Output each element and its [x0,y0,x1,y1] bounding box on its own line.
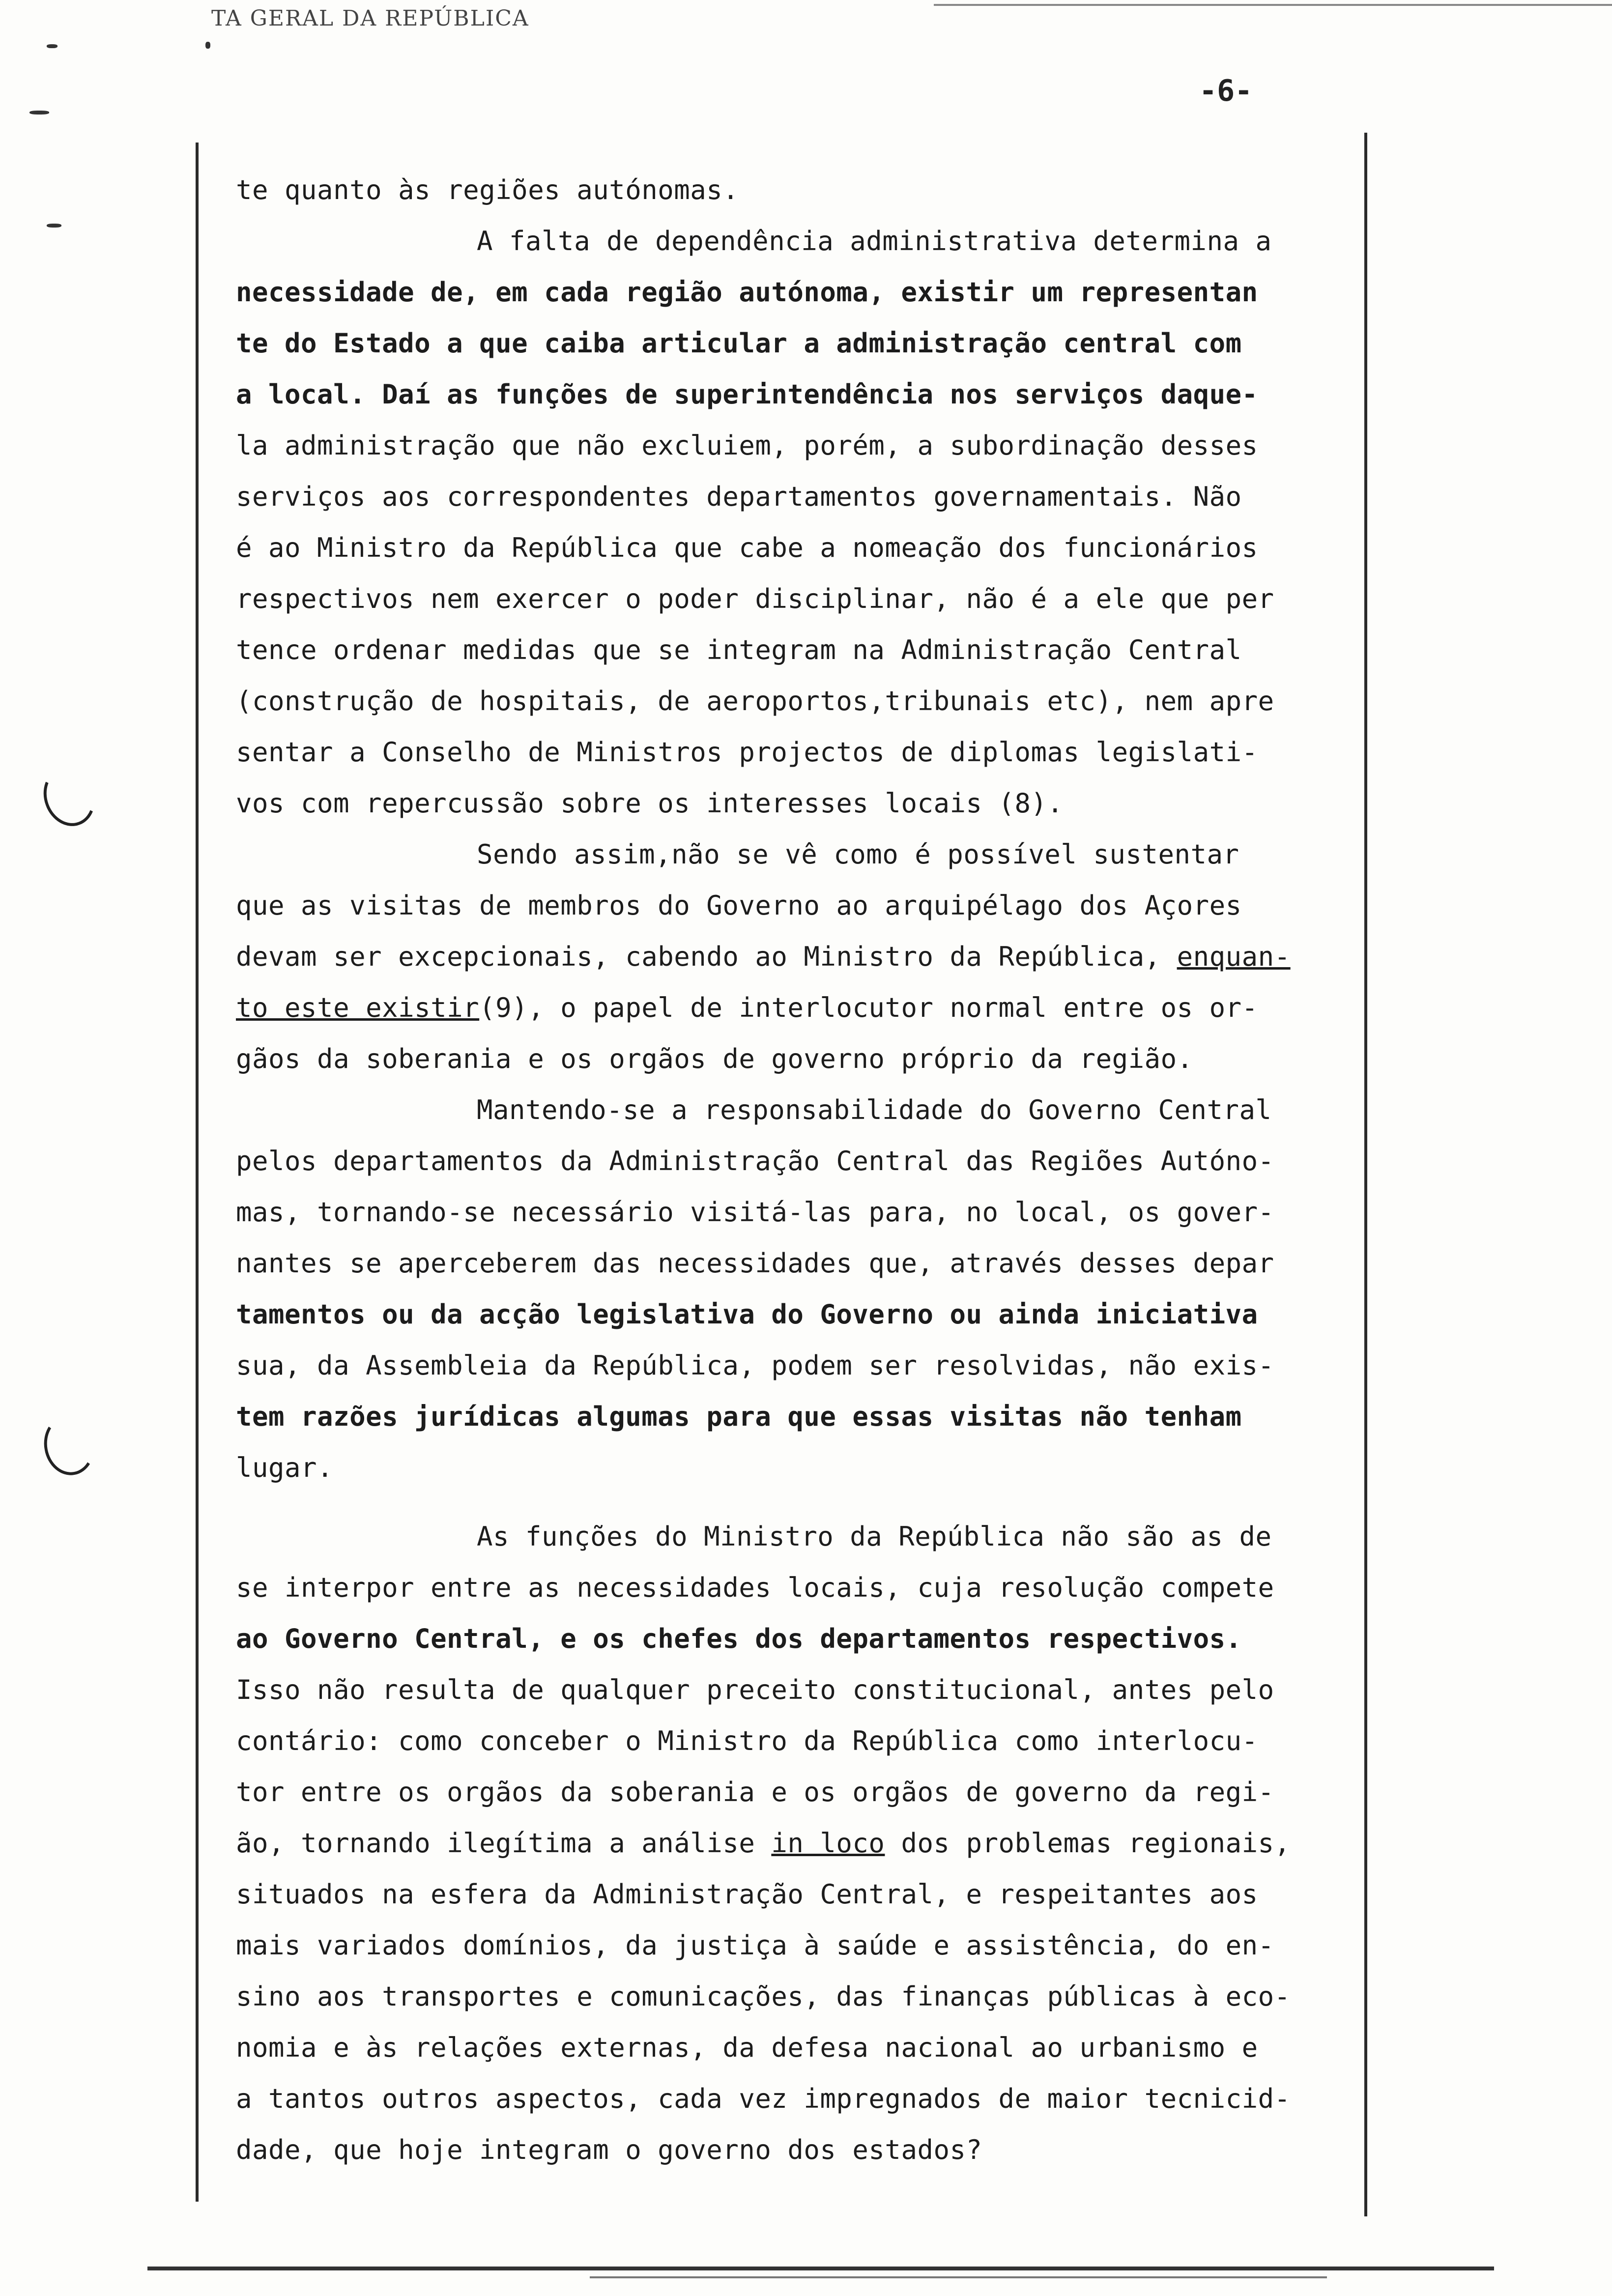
text-line: sua, da Assembleia da República, podem ser resolvidas, não exis- [236,1350,1274,1381]
text-run: devam ser excepcionais, cabendo ao Ministro da República, [236,941,1177,972]
text-line: sino aos transportes e comunicações, das finanças públicas à eco- [236,1981,1291,2012]
text-line: que as visitas de membros do Governo ao arquipélago dos Açores [236,890,1242,921]
text-line: vos com repercussão sobre os interesses locais (8). [236,788,1064,819]
header-rule [934,4,1612,6]
left-margin-line [196,143,199,2202]
text-line: (construção de hospitais, de aeroportos,tribunais etc), nem apre [236,686,1274,717]
text-line: dade, que hoje integram o governo dos estados? [236,2134,982,2165]
text-line: tem razões jurídicas algumas para que essas visitas não tenham [236,1401,1242,1432]
bottom-rule [147,2267,1494,2270]
scan-speck [47,224,61,228]
text-line: As funções do Ministro da República não são as de [477,1521,1272,1552]
bottom-rule-secondary [590,2276,1327,2278]
text-line: a tantos outros aspectos, cada vez impregnados de maior tecnicid- [236,2083,1291,2114]
scan-arc-mark [39,1411,99,1479]
underlined-text: enquan- [1177,941,1291,972]
text-line: Sendo assim,não se vê como é possível sustentar [477,839,1239,870]
text-line: gãos da soberania e os orgãos de governo próprio da região. [236,1043,1193,1074]
archive-stamp: TA GERAL DA REPÚBLICA [211,6,529,31]
text-line: necessidade de, em cada região autónoma, existir um representan [236,277,1258,308]
text-run: dos problemas regionais, [885,1828,1291,1859]
text-line: é ao Ministro da República que cabe a nomeação dos funcionários [236,532,1258,563]
text-line: a local. Daí as funções de superintendência nos serviços daque- [236,379,1258,410]
text-line [236,1818,1337,1869]
underlined-text: to este existir [236,992,480,1023]
text-line: te do Estado a que caiba articular a administração central com [236,328,1242,359]
text-line: Mantendo-se a responsabilidade do Governo Central [477,1094,1272,1125]
text-line: serviços aos correspondentes departamentos governamentais. Não [236,481,1242,512]
text-line: sentar a Conselho de Ministros projectos de diplomas legislati- [236,737,1258,768]
text-line: ao Governo Central, e os chefes dos departamentos respectivos. [236,1623,1242,1654]
text-line: nantes se aperceberem das necessidades que, através desses depar [236,1248,1274,1279]
text-line: mais variados domínios, da justiça à saúde e assistência, do en- [236,1930,1274,1961]
text-line: te quanto às regiões autónomas. [236,174,739,205]
text-run: ão, tornando ilegítima a análise [236,1828,772,1859]
scan-speck [47,44,58,48]
text-line: tamentos ou da acção legislativa do Governo ou ainda iniciativa [236,1299,1258,1330]
page-number: -6- [1199,74,1253,108]
text-line: mas, tornando-se necessário visitá-las para, no local, os gover- [236,1197,1274,1228]
text-line: la administração que não excluiem, porém, a subordinação desses [236,430,1258,461]
scan-speck [29,111,49,115]
text-line: se interpor entre as necessidades locais, cuja resolução compete [236,1572,1274,1603]
text-line: tence ordenar medidas que se integram na Administração Central [236,634,1242,665]
text-line: contário: como conceber o Ministro da República como interlocu- [236,1725,1258,1756]
document-body [236,165,1337,2176]
text-line: situados na esfera da Administração Central, e respeitantes aos [236,1879,1258,1910]
text-line: pelos departamentos da Administração Central das Regiões Autóno- [236,1146,1274,1177]
text-line: Isso não resulta de qualquer preceito constitucional, antes pelo [236,1674,1274,1705]
scan-speck [205,42,210,49]
text-line: nomia e às relações externas, da defesa nacional ao urbanismo e [236,2032,1258,2063]
text-run: (9), o papel de interlocutor normal entre os or- [479,992,1258,1023]
text-line [236,931,1337,982]
text-line: tor entre os orgãos da soberania e os orgãos de governo da regi- [236,1777,1274,1808]
scan-arc-mark [35,760,103,833]
text-line: A falta de dependência administrativa determina a [477,226,1272,257]
right-margin-line [1364,133,1367,2216]
text-line [236,982,1337,1033]
text-line: lugar. [236,1452,334,1483]
text-line: respectivos nem exercer o poder disciplinar, não é a ele que per [236,583,1274,614]
underlined-text: in loco [771,1828,885,1859]
